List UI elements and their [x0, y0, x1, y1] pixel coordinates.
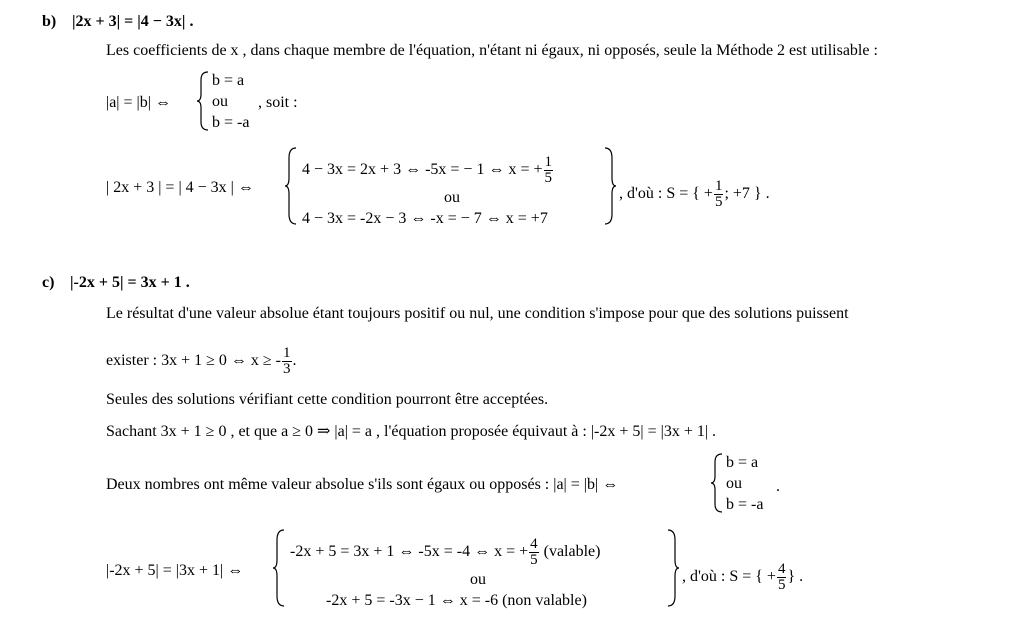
numerator: 1: [544, 154, 552, 170]
case-1-note: (valable): [543, 543, 601, 561]
right-brace: [666, 528, 680, 608]
part-c-line3: Seules des solutions vérifiant cette condition pourront être acceptées.: [106, 391, 549, 408]
line2-prefix: exister : 3x + 1 ≥ 0 ⇔ x ≥ -: [106, 352, 282, 370]
part-b-case-1: [302, 155, 554, 186]
part-c-conclusion: [682, 562, 803, 593]
rule-case-2: b = -a: [726, 496, 764, 513]
conclusion-suffix: ; +7 } .: [724, 185, 770, 203]
denominator: 5: [714, 194, 723, 210]
part-b-case-2: 4 − 3x = -2x − 3 ⇔ -x = − 7 ⇔ x = +7: [302, 210, 548, 227]
part-b-case-or: ou: [444, 189, 460, 206]
case-1-text: -2x + 5 = 3x + 1 ⇔ -5x = -4 ⇔ x = +: [290, 543, 529, 561]
part-c-case-or: ou: [470, 571, 486, 588]
denominator: 5: [530, 552, 538, 568]
part-c-case-1: [290, 537, 600, 568]
line2-suffix: .: [292, 352, 297, 370]
part-b-rule-suffix: , soit :: [258, 94, 298, 111]
numerator: 1: [714, 178, 723, 194]
conclusion-suffix: } .: [787, 568, 804, 586]
part-b-intro: Les coefficients de x , dans chaque membre de l'équation, n'étant ni égaux, ni opposés, seule la Méthode 2 est utilisable :: [106, 42, 878, 59]
left-brace: [710, 452, 724, 514]
part-c-lhs: |-2x + 5| = |3x + 1| ⇔: [106, 562, 244, 579]
part-c-rule-suffix: .: [776, 478, 780, 495]
part-b-equation: |2x + 3| = |4 − 3x| .: [72, 13, 194, 30]
left-brace: [196, 70, 210, 132]
rule-case-1: b = a: [726, 454, 759, 471]
part-b-label: b): [42, 13, 57, 30]
fraction: [777, 562, 787, 593]
numerator: 4: [777, 561, 786, 577]
denominator: 5: [544, 170, 552, 186]
part-c-case-2: -2x + 5 = -3x − 1 ⇔ x = -6 (non valable): [326, 592, 587, 609]
case-1-text: 4 − 3x = 2x + 3 ⇔ -5x = − 1 ⇔ x = +: [302, 161, 543, 179]
rule-case-or: ou: [212, 93, 228, 110]
rule-case-2: b = -a: [212, 114, 250, 131]
rule-case-or: ou: [726, 475, 742, 492]
conclusion-prefix: , d'où : S = { +: [682, 568, 776, 586]
fraction: [282, 346, 292, 377]
numerator: 4: [530, 536, 538, 552]
fraction: [544, 155, 554, 186]
part-c-line5: Deux nombres ont même valeur absolue s'ils sont égaux ou opposés : |a| = |b| ⇔: [106, 476, 619, 493]
part-c-line4: Sachant 3x + 1 ≥ 0 , et que a ≥ 0 ⇒ |a| = a , l'équation proposée équivaut à : |-2x + 5| = |3x + 1| .: [106, 423, 717, 440]
part-b-conclusion: [619, 179, 770, 210]
part-b-rule-lhs: |a| = |b| ⇔: [106, 94, 171, 111]
denominator: 3: [283, 361, 291, 377]
part-c-label: c): [42, 274, 55, 291]
fraction: [529, 537, 539, 568]
numerator: 1: [283, 345, 291, 361]
fraction: [714, 179, 724, 210]
left-brace: [272, 528, 286, 608]
part-c-equation: |-2x + 5| = 3x + 1 .: [70, 274, 190, 291]
conclusion-prefix: , d'où : S = { +: [619, 185, 713, 203]
part-c-line2: [106, 346, 297, 377]
part-c-line1: Le résultat d'une valeur absolue étant toujours positif ou nul, une condition s'impose pour que des solutions puissent: [106, 305, 849, 322]
right-brace: [603, 146, 617, 226]
rule-case-1: b = a: [212, 72, 245, 89]
denominator: 5: [777, 577, 786, 593]
part-b-lhs: | 2x + 3 | = | 4 − 3x | ⇔: [106, 179, 254, 196]
left-brace: [284, 146, 298, 226]
